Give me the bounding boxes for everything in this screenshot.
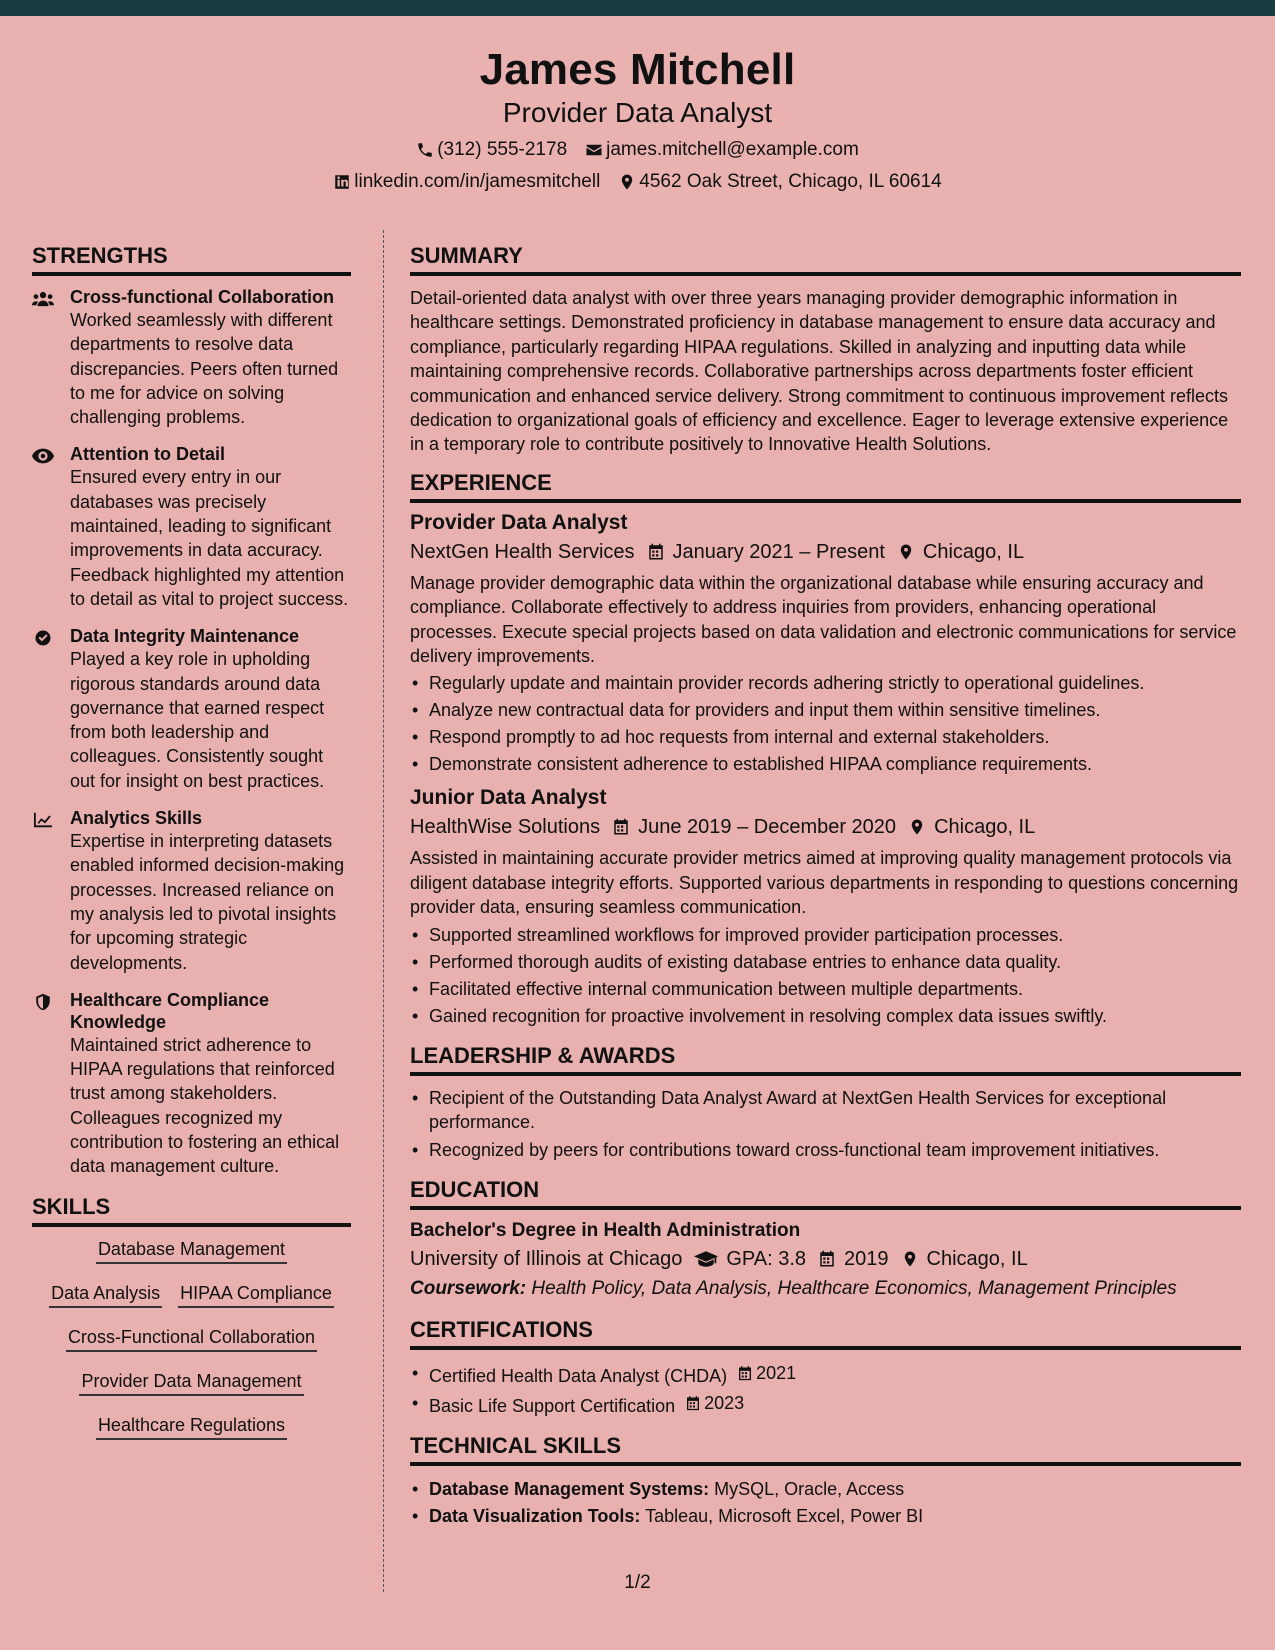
summary-section [410,242,1241,457]
education-section [410,1176,1241,1304]
linkedin-icon [333,173,351,191]
page-number: 1/2 [624,1572,651,1593]
list-item: • Gained recognition for proactive involvement in resolving complex data issues swiftly. [410,1003,1241,1030]
phone-icon [416,141,434,159]
certifications-section [410,1316,1241,1420]
leadership-section [410,1042,1241,1164]
tech-value: MySQL, Oracle, Access [714,1478,905,1499]
list-item: • Performed thorough audits of existing database entries to enhance data quality. [410,949,1241,976]
skill-tag: Healthcare Regulations [96,1413,287,1440]
technical-list [410,1476,1241,1530]
calendar-icon [612,817,630,837]
strength-item [32,443,351,611]
envelope-icon [585,141,603,159]
skills-list [32,1237,351,1440]
map-marker-icon [897,542,915,562]
job-entry [410,784,1241,1029]
education-degree: Bachelor's Degree in Health Administration [410,1219,801,1241]
email-text: james.mitchell@example.com [606,139,859,160]
strength-item [32,989,351,1179]
education-coursework [410,1274,1241,1304]
contact-row-1 [0,138,1275,162]
coursework-label: Coursework: [410,1277,527,1299]
linkedin-text: linkedin.com/in/jamesmitchell [354,171,601,192]
experience-section [410,469,1241,1030]
list-item: • Analyze new contractual data for providers and input them within sensitive timelines. [410,697,1241,724]
strength-title: Healthcare Compliance Knowledge [70,989,270,1032]
list-item [410,1503,1241,1530]
list-item [410,1360,1241,1390]
job-description: Assisted in maintaining accurate provider metrics aimed at improving quality management protocols via diligent database integrity efforts. Supported various departments in responding to questions concerning provider data, ensuring seamless communication. [410,848,1239,918]
job-title: Provider Data Analyst [410,510,628,534]
education-gpa: GPA: 3.8 [726,1247,807,1270]
map-marker-icon [618,173,636,191]
job-description: Manage provider demographic data within the organizational database while ensuring accuracy and compliance. Collaborate effectively to address inquiries from providers, enhancing operational processes. Execute special projects based on data validation and electronic communications for service delivery improvements. [410,572,1237,667]
job-dates: January 2021 – Present [672,540,885,563]
cert-year: 2023 [704,1392,745,1413]
job-title: Junior Data Analyst [410,786,607,810]
users-icon [32,290,54,308]
right-column [410,242,1241,1542]
list-item: • Recognized by peers for contributions toward cross-functional team improvement initiatives. [410,1137,1241,1164]
shield-icon [32,993,54,1011]
resume-header [0,16,1275,204]
strength-desc: Maintained strict adherence to HIPAA regulations that reinforced trust among stakeholders. Colleagues recognized my contribution to fostering an ethical data management culture. [70,1034,340,1177]
list-item: • Regularly update and maintain provider records adhering strictly to operational guidelines. [410,670,1241,697]
strength-title: Cross-functional Collaboration [70,287,335,307]
calendar-icon [737,1365,753,1382]
top-accent-bar [0,0,1275,16]
certifications-list [410,1360,1241,1420]
job-meta [410,537,1241,567]
contact-row-2 [0,170,1275,194]
strength-desc: Played a key role in upholding rigorous standards around data governance that earned respect from both leadership and colleagues. Consistently sought out for insight on best practices. [70,649,325,791]
chart-line-icon [32,811,54,829]
cert-name: Certified Health Data Analyst (CHDA) [429,1365,728,1386]
list-item: • Recipient of the Outstanding Data Analyst Award at NextGen Health Services for exceptional performance. [410,1086,1241,1137]
column-divider [383,230,384,1592]
job-meta [410,812,1241,842]
job-company: HealthWise Solutions [410,816,601,839]
summary-heading: SUMMARY [410,242,1241,276]
check-circle-icon [32,629,54,647]
job-bullets [410,922,1241,1030]
education-location: Chicago, IL [926,1247,1028,1270]
map-marker-icon [908,817,926,837]
list-item: • Respond promptly to ad hoc requests from internal and external stakeholders. [410,724,1241,751]
certifications-heading: CERTIFICATIONS [410,1316,1241,1350]
left-column [32,242,351,1457]
map-marker-icon [901,1249,919,1269]
technical-skills-section [410,1432,1241,1530]
candidate-name: James Mitchell [479,45,796,94]
job-location: Chicago, IL [934,816,1036,839]
graduation-cap-icon [694,1249,718,1269]
strength-desc: Worked seamlessly with different departments to resolve data discrepancies. Peers often turned to me for advice on solving challenging problems. [70,310,339,428]
tech-label: Database Management Systems: [429,1478,710,1499]
technical-heading: TECHNICAL SKILLS [410,1432,1241,1466]
strength-item [32,625,351,793]
calendar-icon [818,1249,836,1269]
eye-icon [32,447,54,465]
calendar-icon [647,542,665,562]
job-dates: June 2019 – December 2020 [638,816,897,839]
coursework-list: Health Policy, Data Analysis, Healthcare Economics, Management Principles [531,1277,1177,1299]
tech-label: Data Visualization Tools: [429,1505,641,1526]
job-bullets [410,670,1241,778]
list-item: • Facilitated effective internal communication between multiple departments. [410,976,1241,1003]
skill-tag: Provider Data Management [79,1369,303,1396]
strength-desc: Ensured every entry in our databases was precisely maintained, leading to significant improvements in data accuracy. Feedback highlighted my attention to detail as vital to project success. [70,467,349,609]
strength-title: Attention to Detail [70,444,225,465]
phone-text: (312) 555-2178 [437,139,568,160]
linkedin-contact[interactable] [333,170,600,194]
list-item: • Supported streamlined workflows for improved provider participation processes. [410,922,1241,949]
tech-value: Tableau, Microsoft Excel, Power BI [645,1505,924,1526]
skill-tag: HIPAA Compliance [178,1281,334,1308]
candidate-role: Provider Data Analyst [502,97,773,128]
strength-title: Data Integrity Maintenance [70,626,300,647]
education-year: 2019 [844,1247,889,1270]
education-school: University of Illinois at Chicago [410,1247,683,1270]
list-item [410,1390,1241,1420]
skill-tag: Database Management [96,1237,287,1264]
skills-heading: SKILLS [32,1193,351,1227]
skill-tag: Data Analysis [49,1281,162,1308]
job-entry [410,509,1241,779]
experience-heading: EXPERIENCE [410,469,1241,503]
strength-item [32,286,351,429]
list-item: • Demonstrate consistent adherence to established HIPAA compliance requirements. [410,751,1241,778]
education-heading: EDUCATION [410,1176,1241,1210]
leadership-heading: LEADERSHIP & AWARDS [410,1042,1241,1076]
email-contact[interactable] [585,138,859,162]
job-company: NextGen Health Services [410,540,635,563]
calendar-icon [685,1395,701,1412]
summary-text: Detail-oriented data analyst with over three years managing provider demographic information in healthcare settings. Demonstrated proficiency in database management to ensure data accuracy and compliance, particularly regarding HIPAA regulations. Skilled in analyzing and inputting data while maintaining comprehensive records. Collaborative partnerships across departments foster efficient communication and enhanced service delivery. Strong commitment to continuous improvement reflects dedication to organizational goals of efficiency and excellence. Eager to leverage extensive experience in a temporary role to contribute positively to Innovative Health Solutions. [410,288,1229,455]
skill-tag: Cross-Functional Collaboration [66,1325,317,1352]
address-contact [618,170,941,194]
cert-name: Basic Life Support Certification [429,1395,676,1416]
strengths-heading: STRENGTHS [32,242,351,276]
list-item [410,1476,1241,1503]
leadership-list [410,1086,1241,1164]
cert-year: 2021 [756,1362,797,1383]
education-meta [410,1244,1241,1274]
strength-title: Analytics Skills [70,808,203,829]
strength-desc: Expertise in interpreting datasets enabled informed decision-making processes. Increased reliance on my analysis led to pivotal insights for upcoming strategic developments. [70,831,345,973]
strength-item [32,807,351,975]
address-text: 4562 Oak Street, Chicago, IL 60614 [639,171,942,192]
phone-contact[interactable] [416,138,567,162]
job-location: Chicago, IL [922,540,1025,563]
